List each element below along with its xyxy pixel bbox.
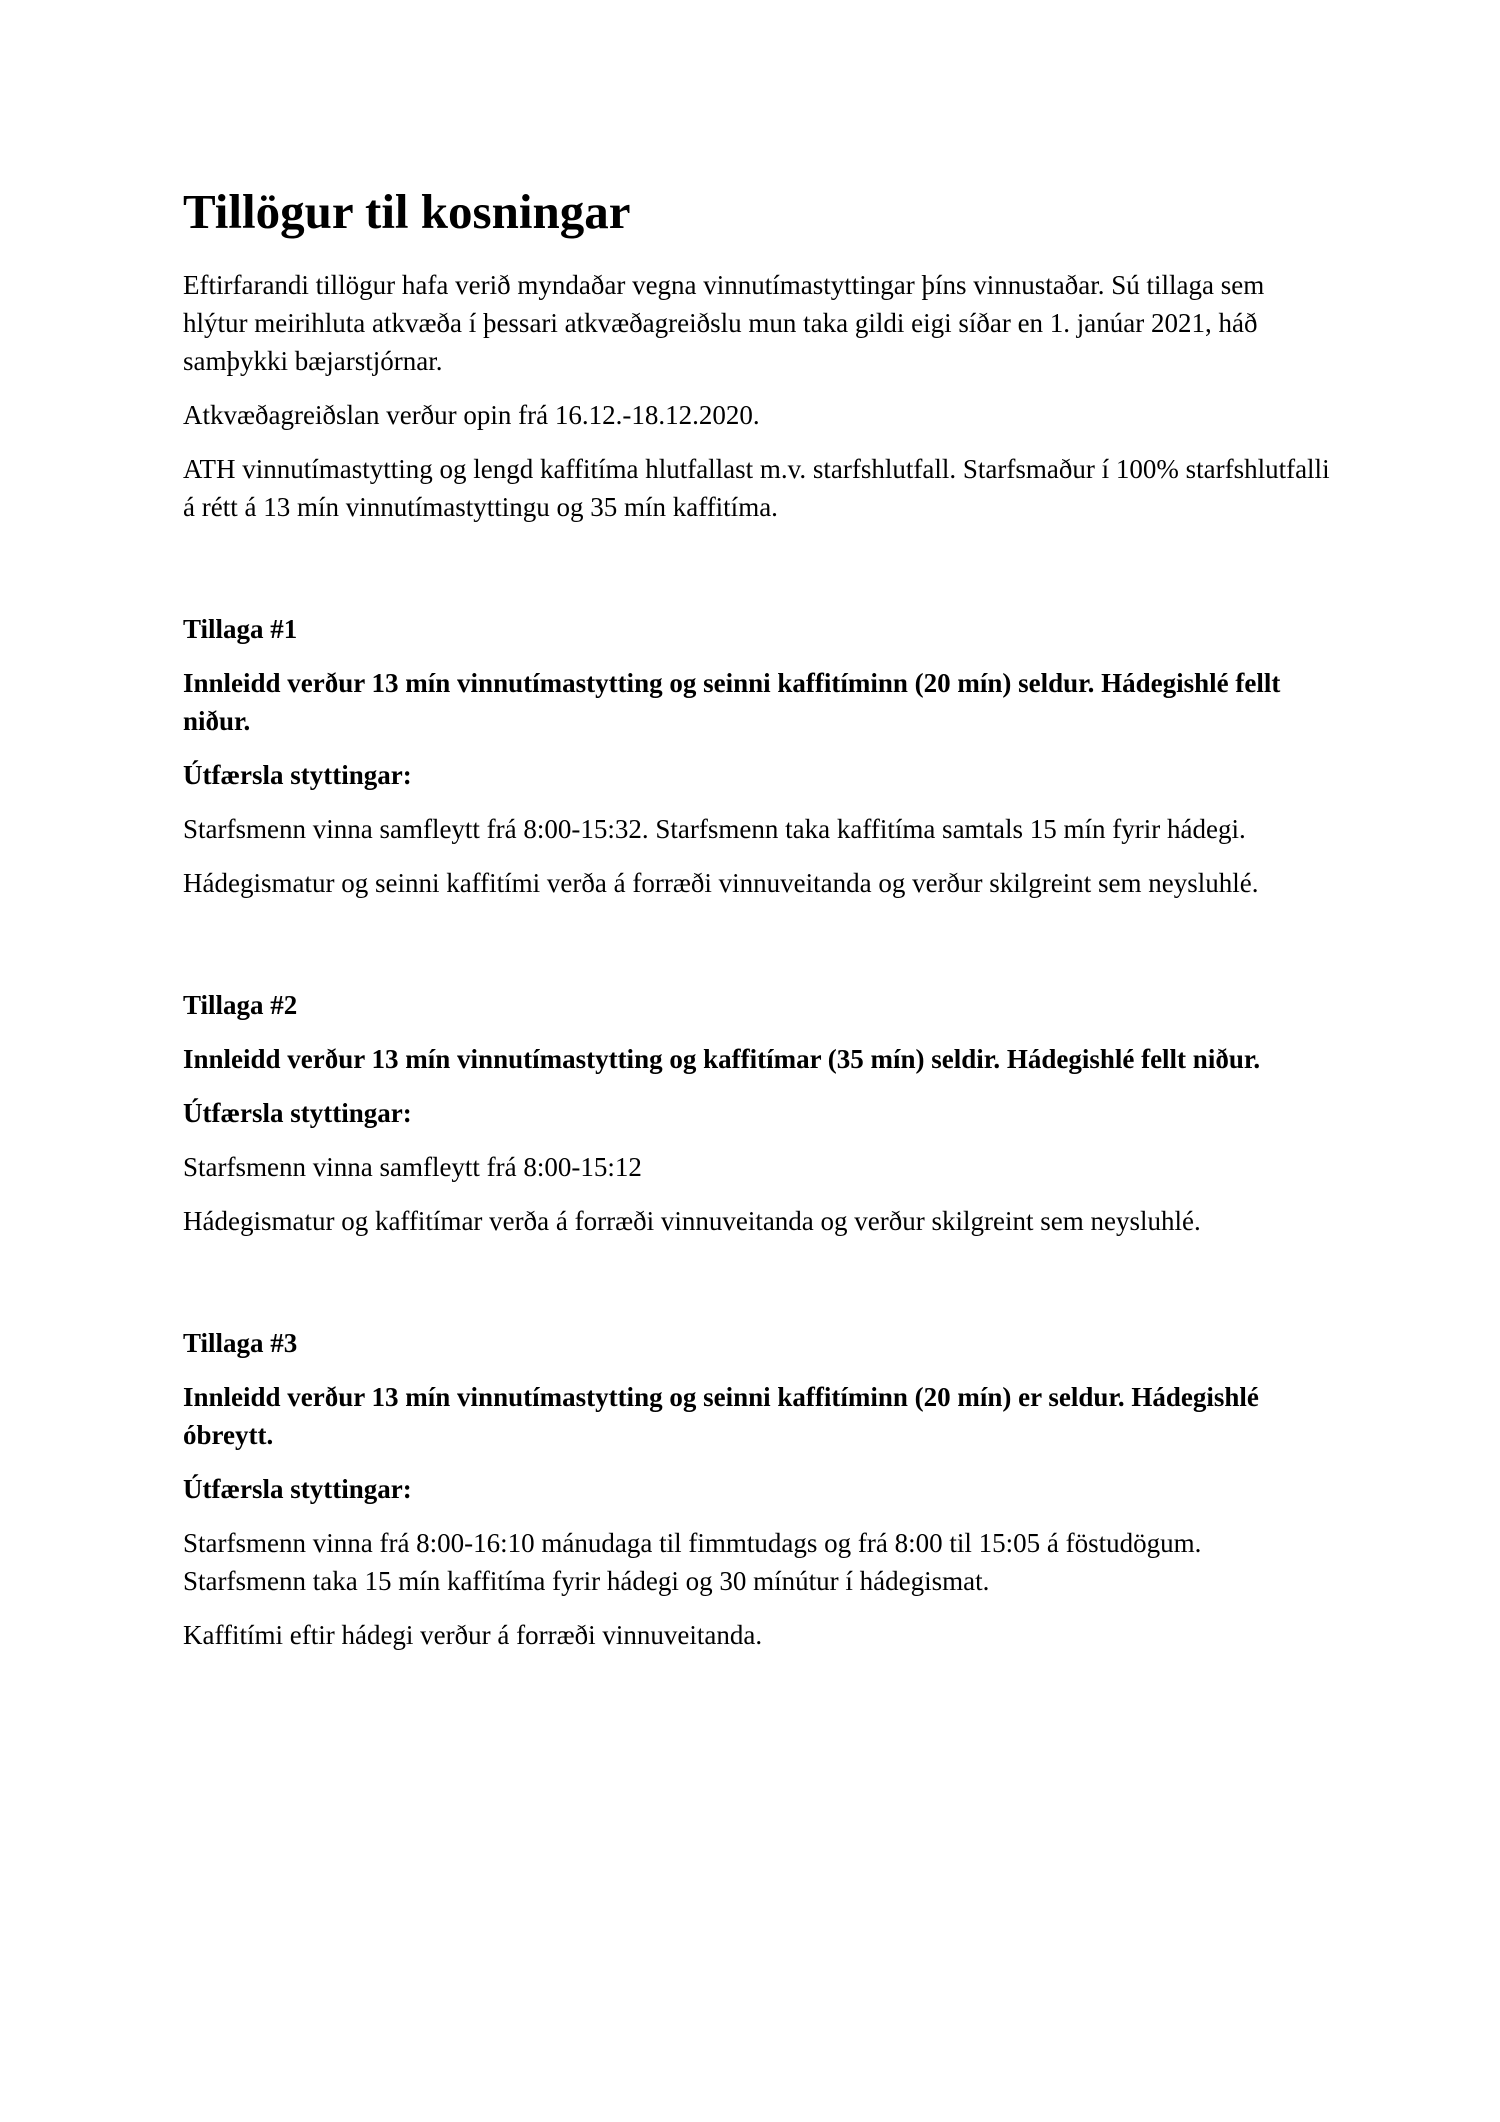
proposal-2 xyxy=(183,986,1330,1240)
proposal-subheading: Útfærsla styttingar: xyxy=(183,1474,412,1504)
section-spacer xyxy=(183,918,1330,986)
section-spacer xyxy=(183,542,1330,610)
proposal-title: Tillaga #2 xyxy=(183,990,298,1020)
proposal-paragraph: Starfsmenn vinna samfleytt frá 8:00-15:12 xyxy=(183,1152,642,1182)
proposal-heading: Innleidd verður 13 mín vinnutímastytting og seinni kaffitíminn (20 mín) er seldur. Hádegishlé óbreytt. xyxy=(183,1382,1259,1450)
intro-paragraph: Eftirfarandi tillögur hafa verið myndaðar vegna vinnutímastyttingar þíns vinnustaðar. Sú tillaga sem hlýtur meirihluta atkvæða í þessari atkvæðagreiðslu mun taka gildi eigi síðar en 1. janúar 2021, háð samþykki bæjarstjórnar. xyxy=(183,270,1265,376)
proposal-paragraph: Starfsmenn vinna samfleytt frá 8:00-15:32. Starfsmenn taka kaffitíma samtals 15 mín fyrir hádegi. xyxy=(183,814,1246,844)
proposal-paragraph: Kaffitími eftir hádegi verður á forræði vinnuveitanda. xyxy=(183,1620,763,1650)
proposal-title: Tillaga #3 xyxy=(183,1328,298,1358)
proposal-subheading: Útfærsla styttingar: xyxy=(183,760,412,790)
proposal-3 xyxy=(183,1324,1330,1654)
proposal-paragraph: Hádegismatur og kaffitímar verða á forræði vinnuveitanda og verður skilgreint sem neysluhlé. xyxy=(183,1206,1201,1236)
voting-period-paragraph: Atkvæðagreiðslan verður opin frá 16.12.-18.12.2020. xyxy=(183,400,760,430)
note-paragraph: ATH vinnutímastytting og lengd kaffitíma hlutfallast m.v. starfshlutfall. Starfsmaður í 100% starfshlutfalli á rétt á 13 mín vinnutímastyttingu og 35 mín kaffitíma. xyxy=(183,454,1330,522)
proposal-subheading: Útfærsla styttingar: xyxy=(183,1098,412,1128)
proposal-heading: Innleidd verður 13 mín vinnutímastytting og kaffitímar (35 mín) seldir. Hádegishlé fellt niður. xyxy=(183,1044,1261,1074)
proposal-paragraph: Starfsmenn vinna frá 8:00-16:10 mánudaga til fimmtudags og frá 8:00 til 15:05 á föstudögum. Starfsmenn taka 15 mín kaffitíma fyrir hádegi og 30 mínútur í hádegismat. xyxy=(183,1528,1202,1596)
proposal-title: Tillaga #1 xyxy=(183,614,298,644)
proposal-1 xyxy=(183,610,1330,902)
section-spacer xyxy=(183,1256,1330,1324)
proposal-paragraph: Hádegismatur og seinni kaffitími verða á forræði vinnuveitanda og verður skilgreint sem neysluhlé. xyxy=(183,868,1259,898)
proposal-heading: Innleidd verður 13 mín vinnutímastytting og seinni kaffitíminn (20 mín) seldur. Hádegishlé fellt niður. xyxy=(183,668,1281,736)
page-title: Tillögur til kosningar xyxy=(183,184,631,239)
